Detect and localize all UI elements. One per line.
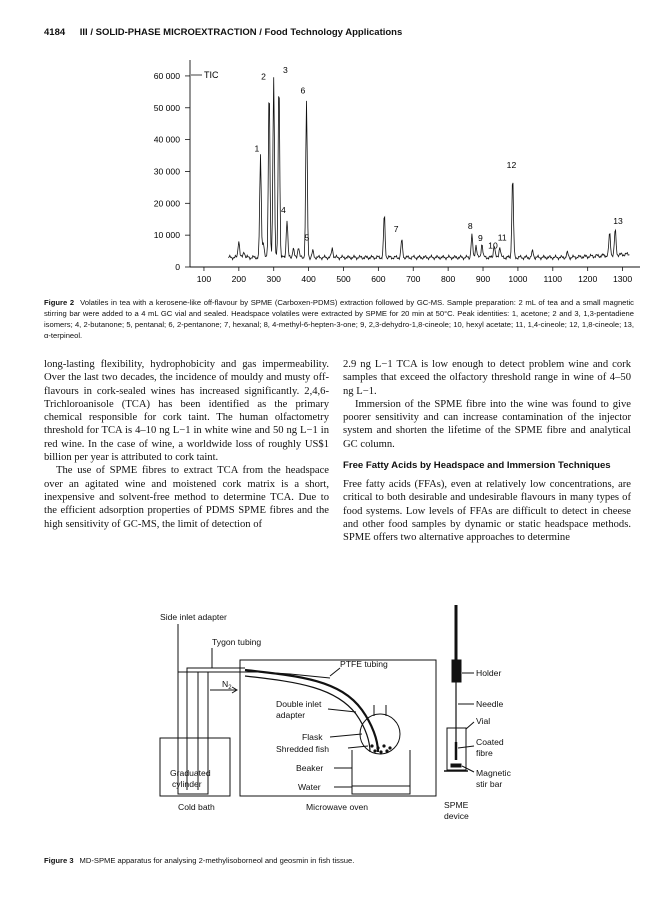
label-flask: Flask	[302, 732, 323, 742]
beaker	[352, 750, 410, 794]
label-needle: Needle	[476, 699, 504, 709]
label-coated-1: Coated	[476, 737, 504, 747]
label-tygon-tubing: Tygon tubing	[212, 637, 262, 647]
peak-label-13: 13	[613, 215, 623, 226]
y-tick-label: 10 000	[153, 230, 180, 241]
vial-leader	[466, 722, 474, 729]
figure-3-caption-text: MD-SPME apparatus for analysing 2-methylisoborneol and geosmin in fish tissue.	[79, 856, 355, 865]
label-graduated-2: cylinder	[172, 779, 202, 789]
peak-label-5: 5	[304, 232, 310, 243]
label-water: Water	[298, 782, 321, 792]
left-paragraph-2: The use of SPME fibres to extract TCA from the headspace over an agitated wine and moistened cork matrix is a short, inexpensive and solvent-free method to determine TCA. Due to the efficient adsorption properties of PDMS SPME fibres and the high sensitivity of GC-MS, the limit of detection of	[44, 465, 329, 530]
figure-2-caption-text: Volatiles in tea with a kerosene-like off-flavour by SPME (Carboxen-PDMS) extraction followed by GC-MS. Sample preparation: 2 mL of tea and a small magnetic stirring bar were added to a 4 mL GC vial and sealed. Headspace volatiles were extracted by SPME for 20 min at 50°C. Peak identities: 1, acetone; 2 and 3, 1,3-pentadiene isomers; 4, 2-butanone; 5, pentanal; 6, 2-pentanone; 7, hexanal; 8, 4-methyl-6-hepten-3-one; 9, 2,3-dehydro-1,8-cineole; 10, hexyl acetate; 11, 1,4-cineole; 12, 1,8-cineole; 13, α-terpineol.	[44, 298, 634, 340]
y-tick-label: 20 000	[153, 198, 180, 209]
label-vial: Vial	[476, 716, 491, 726]
x-tick-label: 800	[440, 274, 456, 284]
figure-3-caption	[44, 856, 634, 865]
x-tick-label: 400	[301, 274, 316, 284]
y-tick-label: 60 000	[153, 70, 180, 81]
x-tick-label: 700	[406, 274, 421, 284]
x-tick-label: 1000	[508, 274, 528, 284]
x-tick-label: 1100	[543, 274, 563, 284]
peak-label-2: 2	[261, 71, 266, 82]
peak-label-10: 10	[488, 240, 498, 251]
y-tick-label: 30 000	[153, 166, 180, 177]
y-tick-label: 0	[175, 262, 180, 272]
x-tick-label: 500	[336, 274, 351, 284]
label-shredded-fish: Shredded fish	[276, 744, 330, 754]
left-paragraph-1: long-lasting flexibility, hydrophobicity and gas impermeability. Over the last two decades, the incidence of mouldy and musty off-flavours in cork-sealed wines has increased significantly. 2,4,6-Trichloroanisole (TCA) has been identified as the primary chemical responsible for cork taint. The human olfactometry threshold for TCA is 4–10 ng L−1 in white wine and 50 ng L−1 in red wine. In the case of wine, a worldwide loss of roughly US$1 billion per year is attributed to cork taint.	[44, 359, 329, 464]
label-stir-2: stir bar	[476, 779, 503, 789]
side-inlet-adapter-tube-2	[187, 668, 245, 680]
x-tick-label: 100	[196, 274, 212, 284]
section-heading: Free Fatty Acids by Headspace and Immersion Techniques	[343, 460, 611, 472]
y-tick-label: 50 000	[153, 102, 180, 113]
page-number: 4184	[44, 27, 66, 38]
peak-label-1: 1	[254, 143, 260, 154]
label-spme-2: device	[444, 811, 469, 821]
x-tick-label: 200	[231, 274, 247, 284]
peak-label-3: 3	[282, 65, 288, 76]
label-side-inlet-adapter: Side inlet adapter	[160, 612, 227, 622]
figure-3-label: Figure 3	[44, 856, 74, 865]
label-n2: $N_2$	[222, 679, 232, 691]
label-ptfe-tubing: PTFE tubing	[340, 659, 388, 669]
peak-label-6: 6	[300, 85, 306, 96]
peak-label-12: 12	[506, 160, 517, 171]
spme-holder	[452, 660, 461, 682]
peak-label-9: 9	[477, 233, 483, 244]
label-spme-1: SPME	[444, 800, 469, 810]
figure-2-label: Figure 2	[44, 298, 75, 307]
x-tick-label: 600	[371, 274, 386, 284]
label-graduated-1: Graduated	[170, 768, 211, 778]
peak-label-8: 8	[467, 221, 473, 232]
label-coated-2: fibre	[476, 748, 493, 758]
right-paragraph-2: Immersion of the SPME fibre into the wine was found to give poorer sensitivity and can increase contamination of the injector system and shorten the lifetime of the SPME fibre and analytical GC column.	[343, 398, 631, 450]
x-tick-label: 300	[266, 274, 281, 284]
spme-stir-bar	[451, 764, 461, 767]
x-tick-label: 1200	[578, 274, 598, 284]
running-title: III / SOLID-PHASE MICROEXTRACTION / Food Technology Applications	[79, 27, 403, 38]
label-double-inlet-1: Double inlet	[276, 699, 322, 709]
label-cold-bath: Cold bath	[178, 802, 215, 812]
peak-label-7: 7	[393, 223, 399, 234]
right-paragraph-3: Free fatty acids (FFAs), even at relatively low concentrations, are critical to both desirable and undesirable flavours in many types of food systems. Low levels of FFAs are difficult to detect in cheese and other food samples by dynamic or static headspace methods. SPME offers two alternative approaches to determine	[343, 479, 631, 544]
x-tick-label: 900	[475, 274, 491, 284]
y-tick-label: 40 000	[153, 134, 180, 145]
peak-label-4: 4	[280, 205, 286, 216]
microwave-oven	[240, 660, 436, 796]
label-microwave-oven: Microwave oven	[306, 802, 369, 812]
peak-label-11: 11	[497, 232, 507, 243]
right-paragraph-1: 2.9 ng L−1 TCA is low enough to detect problem wine and cork samples that exceed the olfactory threshold range in wine of 4–50 ng L−1.	[343, 359, 631, 397]
ptfe-leader	[330, 668, 340, 676]
label-holder: Holder	[476, 668, 502, 678]
legend-tic: TIC	[204, 70, 219, 80]
flask	[360, 714, 400, 754]
label-double-inlet-2: adapter	[276, 710, 306, 720]
flask-leader	[330, 734, 362, 737]
x-tick-label: 1300	[612, 274, 633, 284]
label-beaker: Beaker	[296, 763, 324, 773]
label-stir-1: Magnetic	[476, 768, 511, 778]
